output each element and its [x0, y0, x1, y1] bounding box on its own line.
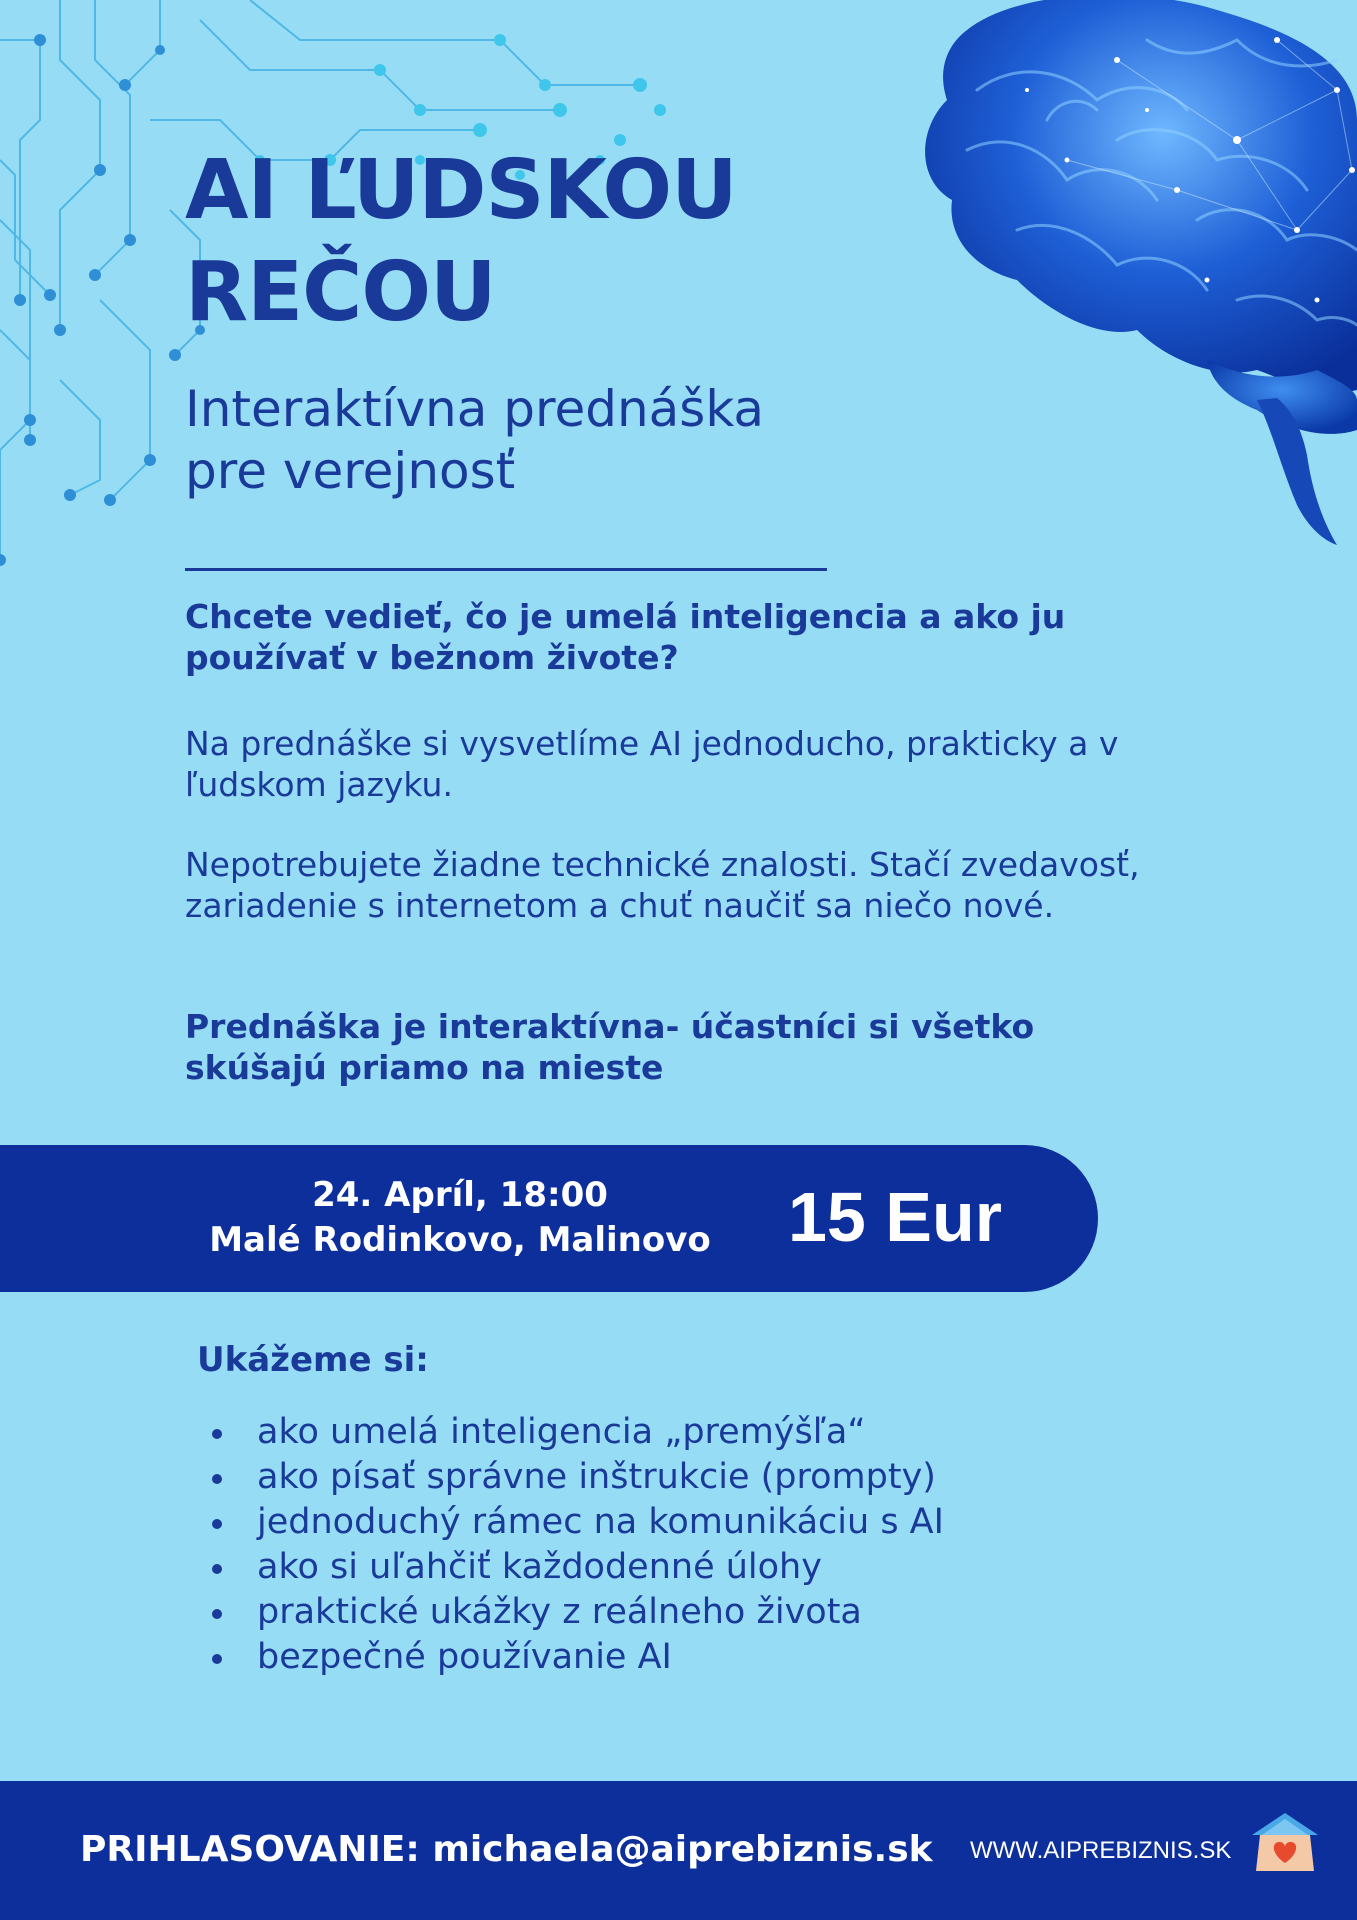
title-line-2: REČOU [185, 245, 496, 340]
divider [185, 568, 827, 571]
event-venue: Malé Rodinkovo, Malinovo [209, 1220, 711, 1260]
event-details [180, 1173, 740, 1263]
event-price: 15 Eur [788, 1178, 1002, 1256]
event-banner [0, 1145, 1098, 1292]
list-item: jednoduchý rámec na komunikáciu s AI [210, 1500, 944, 1545]
title-line-1: AI ĽUDSKOU [185, 143, 737, 238]
interactive-note: Prednáška je interaktívna- účastníci si všetko skúšajú priamo na mieste [185, 1007, 1035, 1087]
footer [0, 1781, 1357, 1920]
list-item: ako umelá inteligencia „premýšľa“ [210, 1410, 944, 1455]
house-heart-logo [1250, 1809, 1320, 1875]
brain-illustration [817, 0, 1357, 560]
subtitle [185, 378, 764, 502]
registration-email[interactable]: PRIHLASOVANIE: michaela@aiprebiznis.sk [80, 1829, 933, 1870]
list-title: Ukážeme si: [197, 1340, 429, 1380]
paragraph-1: Na prednáške si vysvetlíme AI jednoducho, prakticky a v ľudskom jazyku. [185, 724, 1119, 804]
list-item: ako si uľahčiť každodenné úlohy [210, 1545, 944, 1590]
list-item: bezpečné používanie AI [210, 1635, 944, 1680]
subtitle-line-1: Interaktívna prednáška [185, 380, 765, 438]
topics-list [210, 1410, 944, 1680]
paragraph-2: Nepotrebujete žiadne technické znalosti. Stačí zvedavosť, zariadenie s internetom a chuť naučiť sa niečo nové. [185, 845, 1140, 925]
subtitle-line-2: pre verejnosť [185, 442, 516, 500]
page-title [185, 140, 737, 344]
list-item: ako písať správne inštrukcie (prompty) [210, 1455, 944, 1500]
intro-question: Chcete vedieť, čo je umelá inteligencia a ako ju používať v bežnom živote? [185, 597, 1066, 677]
list-item: praktické ukážky z reálneho života [210, 1590, 944, 1635]
website-link[interactable]: WWW.AIPREBIZNIS.SK [970, 1837, 1232, 1864]
event-date-time: 24. Apríl, 18:00 [312, 1175, 608, 1215]
